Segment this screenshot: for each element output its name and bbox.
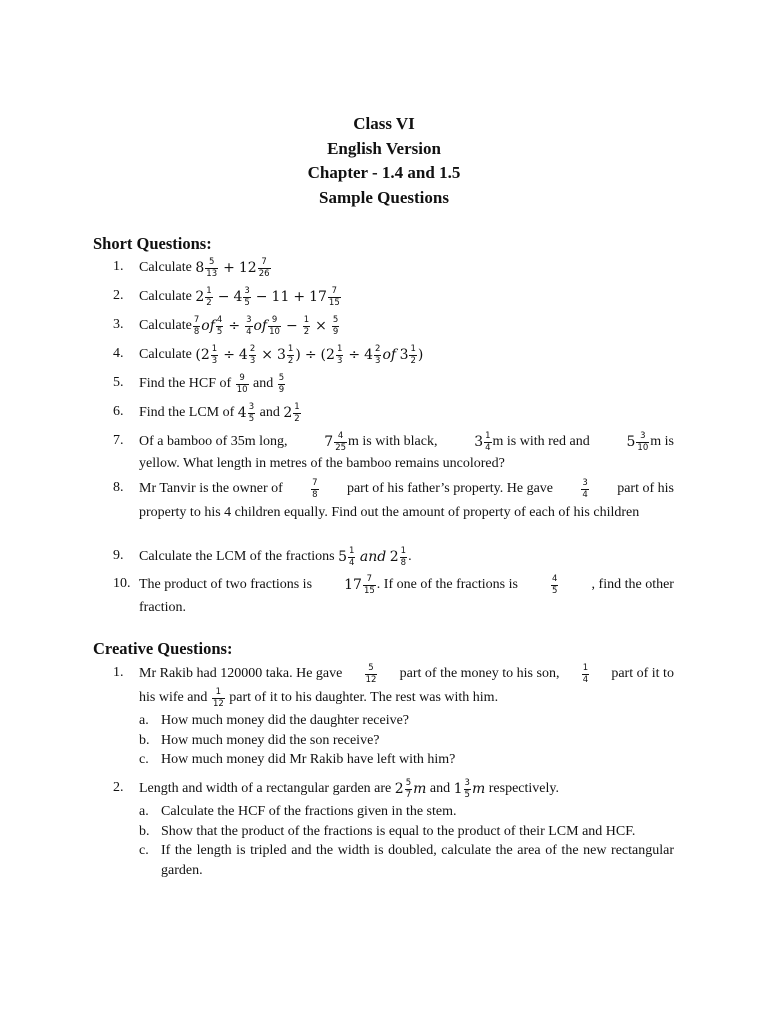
unit-m: m bbox=[413, 780, 427, 797]
fraction: $\frac{3}{4}$ bbox=[246, 315, 252, 337]
operator: ÷ bbox=[223, 346, 235, 363]
question-text: his wife and bbox=[139, 689, 208, 705]
operator: × bbox=[261, 346, 273, 363]
fraction: $\frac{7}{8}$ bbox=[193, 315, 200, 337]
and-word: and bbox=[253, 375, 274, 391]
question-text: property to his 4 children equally. Find out the amount of property of each of his children bbox=[139, 505, 640, 520]
whole-number: 3 bbox=[399, 346, 409, 363]
fraction: $\frac{3}{5}$ bbox=[248, 402, 255, 424]
document-title bbox=[0, 112, 768, 210]
title-version: English Version bbox=[327, 138, 441, 158]
short-question-5 bbox=[113, 374, 674, 394]
paren: ( bbox=[195, 346, 201, 363]
fraction: $\frac{3}{10}$ bbox=[637, 431, 649, 453]
whole-number: 4 bbox=[238, 346, 248, 363]
whole-number: 4 bbox=[364, 346, 374, 363]
question-text: Calculate bbox=[139, 317, 192, 333]
question-number: 1. bbox=[113, 665, 124, 680]
operator: + bbox=[223, 259, 235, 276]
whole-number: 2 bbox=[394, 780, 404, 797]
short-question-1 bbox=[113, 258, 674, 278]
short-question-4 bbox=[113, 345, 674, 365]
paren: ( bbox=[320, 346, 327, 363]
whole-number: 5 bbox=[626, 433, 636, 450]
question-text: The product of two fractions is bbox=[139, 576, 313, 592]
whole-number: 17 bbox=[344, 576, 362, 593]
whole-number: 8 bbox=[195, 259, 205, 276]
title-sample: Sample Questions bbox=[319, 187, 449, 207]
sub-question-c: c. If the length is tripled and the width is doubled, calculate the area of the new rectangular garden. bbox=[139, 843, 674, 878]
question-number: 4. bbox=[113, 346, 124, 361]
question-text: part of his father’s property. He gave bbox=[346, 480, 554, 496]
fraction: $\frac{1}{12}$ bbox=[212, 687, 224, 709]
fraction: $\frac{3}{5}$ bbox=[244, 286, 250, 308]
question-number: 5. bbox=[113, 375, 124, 390]
fraction: $\frac{1}{2}$ bbox=[287, 344, 294, 366]
question-text: Calculate the LCM of the fractions bbox=[139, 548, 335, 564]
fraction: $\frac{1}{2}$ bbox=[206, 286, 212, 308]
question-number: 1. bbox=[113, 259, 124, 274]
question-text: part of the money to his son, bbox=[399, 665, 560, 681]
short-question-3 bbox=[113, 316, 674, 336]
fraction: $\frac{2}{3}$ bbox=[375, 344, 381, 366]
operator: ÷ bbox=[228, 317, 241, 334]
question-text: part of it to bbox=[611, 665, 674, 681]
fraction: $\frac{4}{25}$ bbox=[335, 431, 347, 453]
and-word: and bbox=[359, 548, 387, 565]
fraction: $\frac{1}{8}$ bbox=[400, 546, 407, 568]
question-text: m is with red and bbox=[492, 433, 590, 449]
fraction: $\frac{1}{4}$ bbox=[582, 663, 589, 685]
whole-number: 2 bbox=[195, 288, 205, 305]
whole-number: 4 bbox=[237, 404, 247, 421]
title-chapter: Chapter - 1.4 and 1.5 bbox=[307, 163, 461, 182]
question-text: part of his bbox=[617, 480, 674, 496]
title-class: Class VI bbox=[353, 114, 415, 133]
question-text: fraction. bbox=[139, 600, 187, 615]
fraction: $\frac{5}{9}$ bbox=[278, 373, 285, 395]
fraction: $\frac{5}{7}$ bbox=[405, 778, 412, 800]
question-number: 2. bbox=[113, 780, 124, 795]
sub-question-a: a. How much money did the daughter receive? bbox=[139, 713, 410, 728]
and-word: and bbox=[259, 404, 280, 420]
fraction: $\frac{7}{15}$ bbox=[328, 286, 340, 308]
operator: ÷ bbox=[304, 346, 317, 363]
question-text: Find the LCM of bbox=[139, 404, 235, 420]
question-number: 7. bbox=[113, 433, 124, 448]
fraction: $\frac{1}{2}$ bbox=[303, 315, 310, 337]
creative-question-1 bbox=[113, 664, 674, 770]
question-text: Of a bamboo of 35m long, bbox=[139, 433, 288, 449]
fraction: $\frac{1}{2}$ bbox=[294, 402, 300, 424]
operator: × bbox=[315, 317, 327, 334]
period: . bbox=[408, 548, 412, 564]
short-question-10 bbox=[113, 575, 674, 618]
question-text: Calculate bbox=[139, 259, 192, 275]
sub-question-b: b. Show that the product of the fractions is equal to the product of their LCM and HCF. bbox=[139, 823, 636, 839]
short-question-7 bbox=[113, 432, 674, 474]
question-text: . If one of the fractions is bbox=[376, 576, 518, 592]
whole-number: 2 bbox=[283, 404, 293, 421]
whole-number: 7 bbox=[324, 433, 334, 450]
question-text: Mr Tanvir is the owner of bbox=[139, 480, 283, 496]
fraction: $\frac{5}{13}$ bbox=[206, 257, 218, 279]
sub-question-c: c. How much money did Mr Rakib have left with him? bbox=[139, 752, 456, 767]
question-text: Find the HCF of bbox=[139, 375, 232, 391]
of-word: of bbox=[253, 317, 268, 334]
fraction: $\frac{7}{26}$ bbox=[258, 257, 270, 279]
operator: − bbox=[255, 288, 268, 305]
question-text: m is with black, bbox=[348, 433, 438, 449]
operator: − bbox=[285, 317, 298, 334]
fraction: $\frac{7}{15}$ bbox=[363, 574, 375, 596]
and-word: and bbox=[429, 780, 451, 796]
fraction: $\frac{1}{4}$ bbox=[348, 546, 355, 568]
fraction: $\frac{1}{3}$ bbox=[211, 344, 218, 366]
operator: ÷ bbox=[348, 346, 361, 363]
operator: + bbox=[293, 288, 306, 305]
whole-number: 17 bbox=[309, 288, 327, 305]
question-text: Calculate bbox=[139, 288, 192, 304]
question-text: , find the other bbox=[591, 576, 674, 592]
question-number: 3. bbox=[113, 317, 124, 332]
paren: ) bbox=[295, 346, 301, 363]
sub-question-a: a. Calculate the HCF of the fractions given in the stem. bbox=[139, 804, 457, 819]
fraction: $\frac{5}{12}$ bbox=[365, 663, 377, 685]
question-number: 6. bbox=[113, 404, 124, 419]
short-question-9 bbox=[113, 547, 674, 567]
question-text: respectively. bbox=[488, 780, 559, 796]
fraction: $\frac{1}{4}$ bbox=[485, 431, 491, 453]
whole-number: 3 bbox=[277, 346, 286, 363]
fraction: $\frac{5}{9}$ bbox=[332, 315, 339, 337]
unit-m: m bbox=[471, 780, 486, 797]
creative-questions-heading: Creative Questions: bbox=[93, 639, 233, 658]
paren: ) bbox=[417, 346, 424, 363]
whole-number: 1 bbox=[453, 780, 463, 797]
whole-number: 12 bbox=[238, 259, 257, 276]
whole-number: 2 bbox=[389, 548, 399, 565]
whole-number: 2 bbox=[326, 346, 335, 363]
fraction: $\frac{3}{4}$ bbox=[582, 478, 588, 500]
question-number: 8. bbox=[113, 480, 124, 495]
short-question-6 bbox=[113, 403, 674, 423]
question-number: 10. bbox=[113, 576, 131, 591]
fraction: $\frac{2}{3}$ bbox=[249, 344, 256, 366]
fraction: $\frac{7}{8}$ bbox=[312, 478, 318, 500]
whole-number: 2 bbox=[200, 346, 210, 363]
fraction: $\frac{1}{2}$ bbox=[410, 344, 416, 366]
question-text: Calculate bbox=[139, 346, 192, 362]
whole-number: 5 bbox=[338, 548, 347, 565]
of-word: of bbox=[201, 317, 215, 334]
question-number: 2. bbox=[113, 288, 124, 303]
question-text: yellow. What length in metres of the bamboo remains uncolored? bbox=[139, 456, 505, 471]
of-word: of bbox=[382, 346, 397, 363]
question-text: Length and width of a rectangular garden are bbox=[139, 780, 392, 796]
short-questions-heading: Short Questions: bbox=[93, 234, 212, 253]
fraction: $\frac{3}{5}$ bbox=[464, 778, 470, 800]
whole-number: 4 bbox=[233, 288, 243, 305]
operator: − bbox=[217, 288, 230, 305]
whole-number: 11 bbox=[271, 288, 290, 305]
fraction: $\frac{4}{5}$ bbox=[216, 315, 223, 337]
fraction: $\frac{9}{10}$ bbox=[269, 315, 280, 337]
question-text: m is bbox=[650, 433, 674, 449]
fraction: $\frac{9}{10}$ bbox=[236, 373, 248, 395]
question-text: part of it to his daughter. The rest was with him. bbox=[229, 689, 499, 705]
fraction: $\frac{4}{5}$ bbox=[552, 574, 558, 596]
fraction: $\frac{1}{3}$ bbox=[336, 344, 343, 366]
sub-question-b: b. How much money did the son receive? bbox=[139, 732, 380, 748]
short-question-2 bbox=[113, 287, 674, 307]
whole-number: 3 bbox=[474, 433, 484, 450]
creative-question-2 bbox=[113, 779, 674, 880]
question-text: Mr Rakib had 120000 taka. He gave bbox=[139, 665, 343, 681]
short-question-8 bbox=[113, 479, 674, 522]
question-number: 9. bbox=[113, 548, 124, 563]
